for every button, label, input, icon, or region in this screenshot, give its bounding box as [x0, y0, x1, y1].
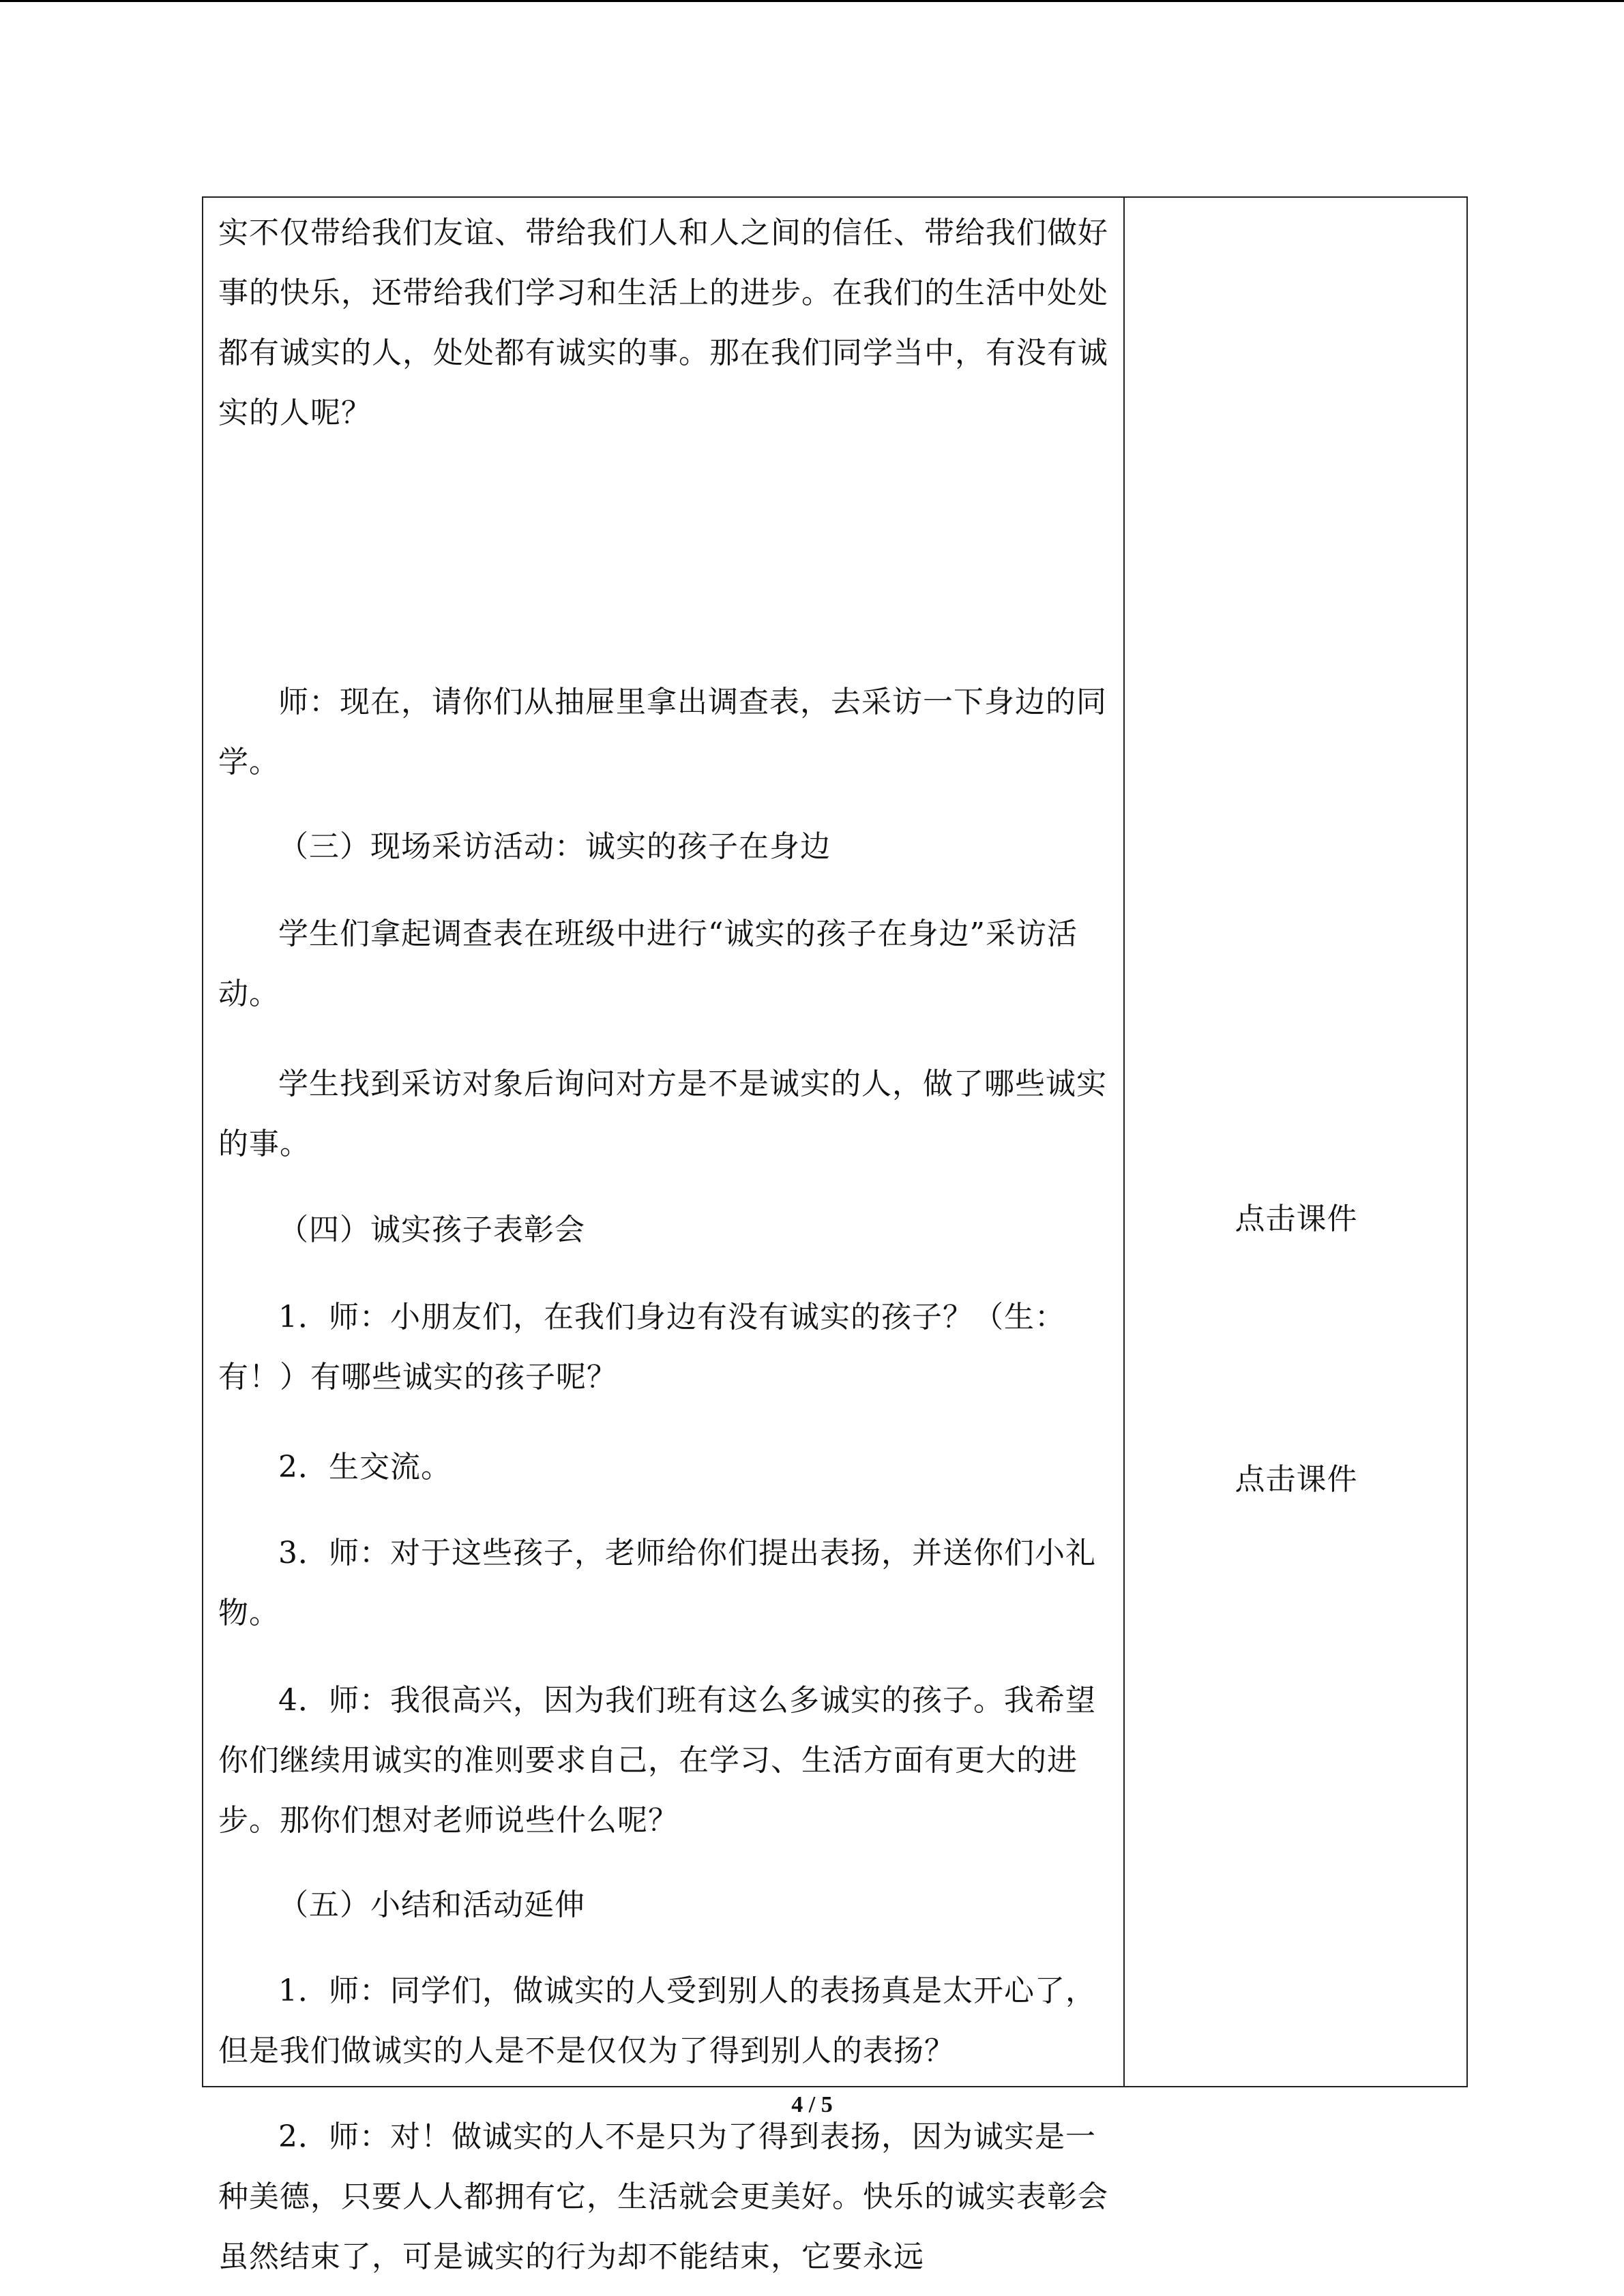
paragraph-step-1: 1．师：小朋友们，在我们身边有没有诚实的孩子？（生：有！）有哪些诚实的孩子呢？	[218, 1300, 1065, 1395]
section-heading-summary: （五）小结和活动延伸	[278, 1888, 585, 1922]
paragraph-step-4: 4．师：我很高兴，因为我们班有这么多诚实的孩子。我希望你们继续用诚实的准则要求自己，在学习、生活方面有更大的进步。那你们想对老师说些什么呢？	[218, 1683, 1096, 1838]
section-heading-interview: （三）现场采访活动：诚实的孩子在身边	[278, 829, 831, 864]
paragraph-step-3: 3．师：对于这些孩子，老师给你们提出表扬，并送你们小礼物。	[218, 1536, 1096, 1630]
top-border-line	[0, 0, 1624, 2]
paragraph-continued: 实不仅带给我们友谊、带给我们人和人之间的信任、带给我们做好事的快乐，还带给我们学习和生活上的进步。在我们的生活中处处都有诚实的人，处处都有诚实的事。那在我们同学当中，有没有诚实的人呢？	[218, 215, 1108, 430]
section-heading-award: （四）诚实孩子表彰会	[278, 1212, 585, 1247]
paragraph-interview-activity: 学生们拿起调查表在班级中进行“诚实的孩子在身边”采访活动。	[218, 916, 1078, 1011]
paragraph-teacher-instruction: 师：现在，请你们从抽屉里拿出调查表，去采访一下身边的同学。	[218, 685, 1107, 779]
column-divider	[1123, 198, 1125, 2086]
page-number: 4 / 5	[791, 2092, 833, 2117]
paragraph-summary-2: 2．师：对！做诚实的人不是只为了得到表扬，因为诚实是一种美德，只要人人都拥有它，生活就会更美好。快乐的诚实表彰会虽然结束了，可是诚实的行为却不能结束，它要永远	[218, 2119, 1108, 2274]
courseware-note: 点击课件	[1235, 1462, 1358, 1497]
paragraph-step-2: 2．生交流。	[278, 1450, 452, 1485]
paragraph-summary-1: 1．师：同学们，做诚实的人受到别人的表扬真是太开心了，但是我们做诚实的人是不是仅仅为了得到别人的表扬？	[218, 1973, 1096, 2068]
paragraph-interview-questions: 学生找到采访对象后询问对方是不是诚实的人，做了哪些诚实的事。	[218, 1067, 1107, 1161]
courseware-note: 点击课件	[1235, 1202, 1358, 1236]
